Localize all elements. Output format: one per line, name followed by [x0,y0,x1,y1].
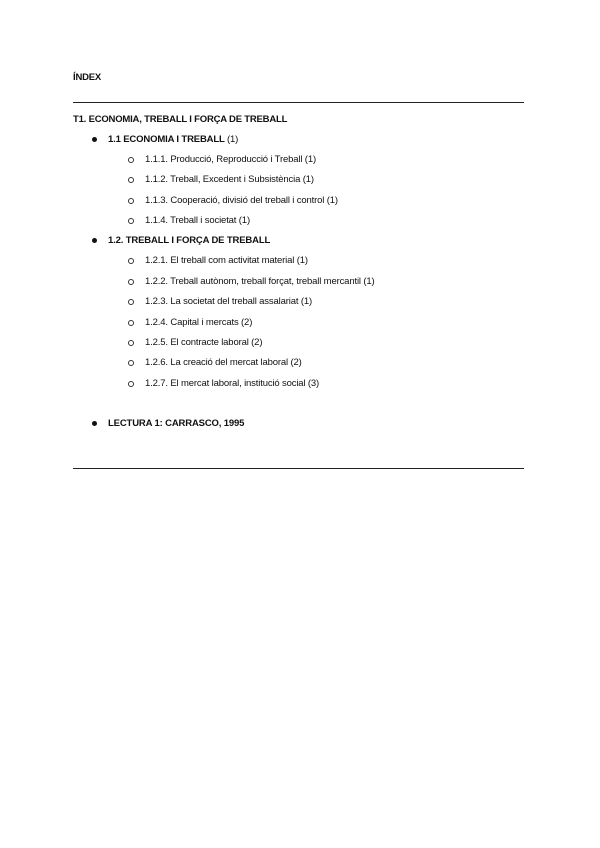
toc-item-1-1-4: 1.1.4. Treball i societat (1) [145,215,250,226]
toc-item-1-2-2: 1.2.2. Treball autònom, treball forçat, treball mercantil (1) [145,276,375,287]
toc-item-1-2-6: 1.2.6. La creació del mercat laboral (2) [145,357,302,368]
toc-item-1-1-3: 1.1.3. Cooperació, divisió del treball i control (1) [145,195,338,206]
hollow-bullet-icon [128,218,134,224]
toc-item-1-2-4: 1.2.4. Capital i mercats (2) [145,317,253,328]
hollow-bullet-icon [128,320,134,326]
hollow-bullet-icon [128,299,134,305]
hollow-bullet-icon [128,360,134,366]
bullet-icon [92,137,97,142]
chapter-heading: T1. ECONOMIA, TREBALL I FORÇA DE TREBALL [73,114,288,125]
hollow-bullet-icon [128,340,134,346]
section-heading-1-1: 1.1 ECONOMIA I TREBALL (1) [108,134,239,145]
section-heading-1-2: 1.2. TREBALL I FORÇA DE TREBALL [108,235,271,246]
hollow-bullet-icon [128,381,134,387]
toc-item-1-2-3: 1.2.3. La societat del treball assalariat (1) [145,296,312,307]
hollow-bullet-icon [128,258,134,264]
top-divider [73,102,524,103]
hollow-bullet-icon [128,177,134,183]
bottom-divider [73,468,524,469]
index-title: ÍNDEX [73,72,102,83]
hollow-bullet-icon [128,198,134,204]
bullet-icon [92,421,97,426]
bullet-icon [92,238,97,243]
hollow-bullet-icon [128,279,134,285]
toc-item-1-1-2: 1.1.2. Treball, Excedent i Subsistència (1) [145,174,314,185]
toc-item-1-2-1: 1.2.1. El treball com activitat material (1) [145,255,308,266]
toc-item-1-2-5: 1.2.5. El contracte laboral (2) [145,337,263,348]
reading-entry: LECTURA 1: CARRASCO, 1995 [108,418,245,429]
toc-item-1-2-7: 1.2.7. El mercat laboral, institució social (3) [145,378,320,389]
hollow-bullet-icon [128,157,134,163]
toc-item-1-1-1: 1.1.1. Producció, Reproducció i Treball (1) [145,154,316,165]
